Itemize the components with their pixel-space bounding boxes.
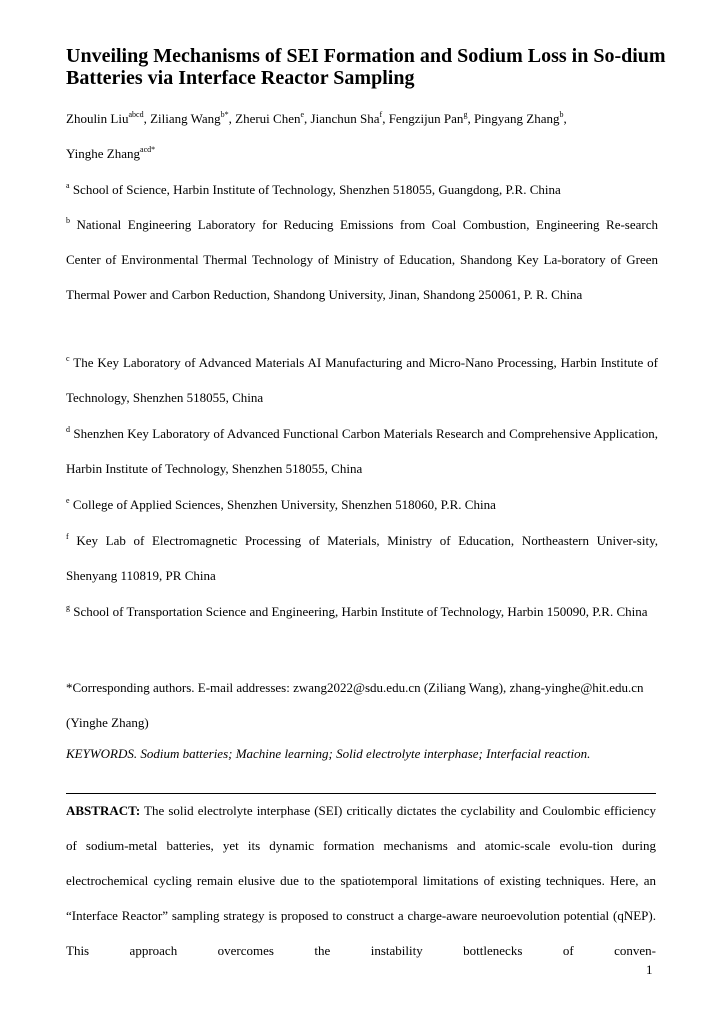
abstract-label: ABSTRACT: [66,803,141,818]
affiliation-b: $^b$ National Engineering Laboratory for Reducing Emissions from Coal Combustion, Engineering Re-search Center of Environmental Thermal Technology of Ministry of Education, Shandong Key La-boratory of Green Thermal Power and Carbon Reduction, Shandong University, Jinan, Shandong 250061, P. R. China [66,215,659,302]
author: Pingyang Zhang$^b$, [473,109,567,126]
author: Fengzijun Pan$^g$, [388,109,474,126]
author: Jianchun Sha$^f$, [310,109,389,126]
author: Zherui Chen$^e$, [235,109,311,126]
author-list [66,101,666,171]
page-number: 1 [646,962,653,977]
author: Yinghe Zhang$^{acd*}$ [66,144,156,161]
author: Ziliang Wang$^{b*}$, [150,109,236,126]
affiliation-g: $^g$ School of Transportation Science and Engineering, Harbin Institute of Technology, Harbin 150090, P.R. China [66,602,648,619]
affiliation-d: $^d$ Shenzhen Key Laboratory of Advanced Functional Carbon Materials Research and Comprehensive Application, Harbin Institute of Technology, Shenzhen 518055, China [66,424,659,476]
affiliation-e: $^e$ College of Applied Sciences, Shenzhen University, Shenzhen 518060, P.R. China [66,495,496,512]
paper-title: Unveiling Mechanisms of SEI Formation and Sodium Loss in So-dium Batteries via Interface Reactor Sampling [66,45,666,89]
abstract-text: The solid electrolyte interphase (SEI) critically dictates the cyclability and Coulombic efficiency of sodium-metal batteries, yet its dynamic formation mechanisms and atomic-scale evolu-tion during electrochemical cycling remain elusive due to the spatiotemporal limitations of existing techniques. Here, an “Interface Reactor” sampling strategy is proposed to construct a charge-aware neuroevolution potential (qNEP). This approach overcomes the instability bottlenecks of conven- [66,803,657,958]
abstract [66,793,656,968]
corresponding-authors: *Corresponding authors. E-mail addresses: zwang2022@sdu.edu.cn (Ziliang Wang), zhang-yinghe@hit.edu.cn (Yinghe Zhang) [66,680,644,730]
author: Zhoulin Liu$^{abcd}$, [66,109,151,126]
affiliation-f: $^f$ Key Lab of Electromagnetic Processing of Materials, Ministry of Education, Northeastern Univer-sity, Shenyang 110819, PR China [66,531,658,583]
keywords: KEYWORDS. Sodium batteries; Machine learning; Solid electrolyte interphase; Interfacial reaction. [66,746,591,761]
affiliation-c: $^c$ The Key Laboratory of Advanced Materials AI Manufacturing and Micro-Nano Processing, Harbin Institute of Technology, Shenzhen 518055, China [66,353,659,405]
affiliation-a: $^a$ School of Science, Harbin Institute of Technology, Shenzhen 518055, Guangdong, P.R. China [66,180,561,197]
